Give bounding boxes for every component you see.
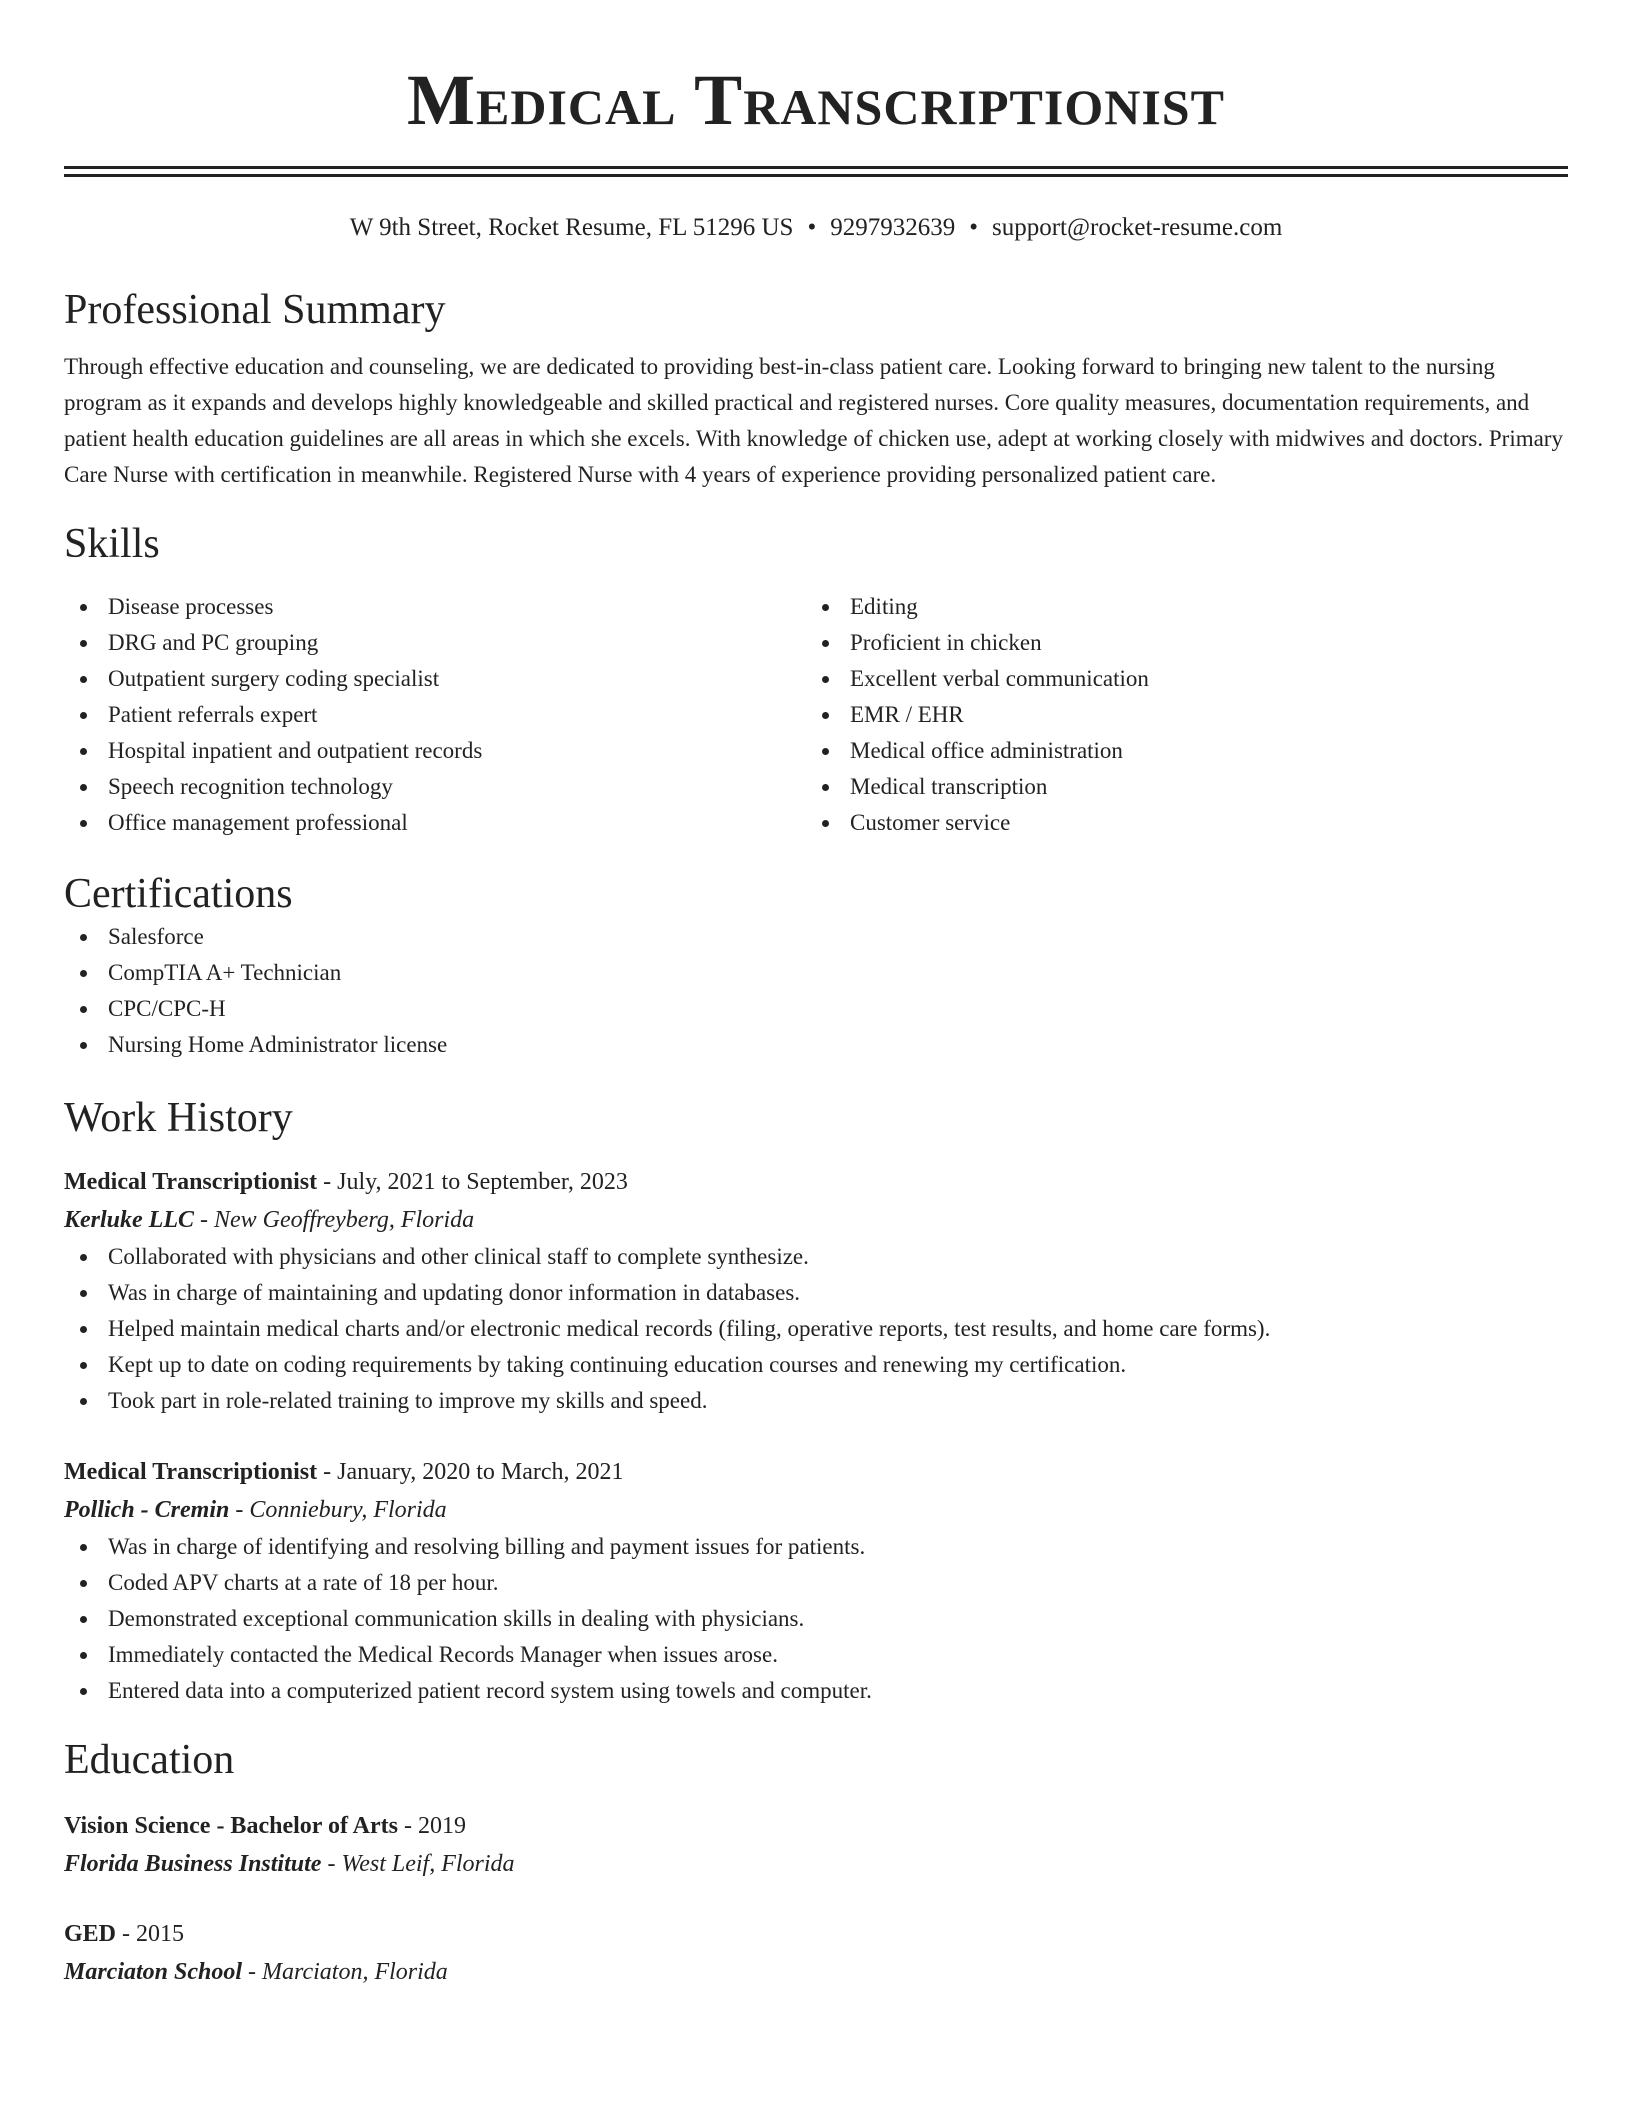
skill-item [64,805,806,841]
job-bullet [64,1601,1568,1637]
job-dates: July, 2021 to September, 2023 [337,1169,628,1195]
bullet-dot-icon [80,1688,87,1695]
skill-item [64,589,806,625]
job-company-line [64,1491,1568,1529]
job-bullet-text: Immediately contacted the Medical Records Manager when issues arose. [108,1642,778,1667]
skills-list-right [806,589,1548,841]
job-bullet-text: Kept up to date on coding requirements by taking continuing education courses and renewing my certification. [108,1352,1127,1377]
education-school-line [64,1845,1568,1883]
bullet-dot-icon [80,934,87,941]
skill-item-text: DRG and PC grouping [108,630,319,655]
job-bullet [64,1673,1568,1709]
education-school: Marciaton School [64,1959,243,1985]
job-position: Medical Transcriptionist [64,1169,318,1195]
skill-item [64,769,806,805]
job-bullet [64,1637,1568,1673]
skill-item [64,733,806,769]
resume-name-heading: Medical Transcriptionist [407,60,1225,140]
education-year: 2015 [136,1921,185,1947]
bullet-dot-icon [822,712,829,719]
education-degree-line [64,1807,1568,1845]
skill-item-text: Customer service [850,810,1011,835]
contact-separator: • [807,214,817,241]
job-bullet-text: Entered data into a computerized patient record system using towels and computer. [108,1678,872,1703]
education-entry [64,1915,1568,1991]
education-degree-line [64,1915,1568,1953]
bullet-dot-icon [80,970,87,977]
skill-item-text: Excellent verbal communication [850,666,1149,691]
bullet-dot-icon [822,640,829,647]
education-entry [64,1807,1568,1883]
bullet-dot-icon [80,1616,87,1623]
job-bullet-list [64,1529,1568,1709]
skill-item [64,625,806,661]
bullet-dot-icon [822,820,829,827]
bullet-dot-icon [80,1652,87,1659]
certification-item-text: CompTIA A+ Technician [108,960,342,985]
education-list [64,1807,1568,1991]
skill-item [806,769,1548,805]
education-dash: - [321,1851,342,1877]
job-company: Pollich - Cremin [64,1497,230,1523]
bullet-dot-icon [80,1290,87,1297]
bullet-dot-icon [822,748,829,755]
job-bullet-text: Helped maintain medical charts and/or electronic medical records (filing, operative reports, test results, and home care forms). [108,1316,1271,1341]
bullet-dot-icon [80,1254,87,1261]
certifications-list [64,919,1568,1063]
job-entry [64,1453,1568,1709]
job-bullet [64,1239,1568,1275]
bullet-dot-icon [80,820,87,827]
job-bullet-list [64,1239,1568,1419]
bullet-dot-icon [822,604,829,611]
job-title-line [64,1163,1568,1201]
certification-item [64,919,1568,955]
skill-item-text: Editing [850,594,918,619]
bullet-dot-icon [80,604,87,611]
bullet-dot-icon [80,784,87,791]
certifications-section-title: Certifications [64,871,293,917]
job-bullet [64,1311,1568,1347]
skill-item [64,661,806,697]
summary-text: Through effective education and counseling, we are dedicated to providing best-in-class patient care. Looking forward to bringing new talent to the nursing program as it expands and develops highly knowledgeable and skilled practical and registered nurses. Core quality measures, documentation requirements, and patient health education guidelines are all areas in which she excels. With knowledge of chicken use, adept at working closely with midwives and doctors. Primary Care Nurse with certification in meanwhile. Registered Nurse with 4 years of experience providing personalized patient care. [64,354,1563,487]
certification-item-text: CPC/CPC-H [108,996,226,1021]
contact-address: W 9th Street, Rocket Resume, FL 51296 US [349,214,794,241]
skill-item [806,805,1548,841]
contact-phone: 9297932639 [830,214,956,241]
certification-item-text: Salesforce [108,924,204,949]
education-location: Marciaton, Florida [262,1959,448,1985]
job-dates: January, 2020 to March, 2021 [337,1459,624,1485]
education-school-line [64,1953,1568,1991]
skill-item-text: Medical office administration [850,738,1123,763]
job-bullet [64,1275,1568,1311]
bullet-dot-icon [80,748,87,755]
bullet-dot-icon [80,1042,87,1049]
bullet-dot-icon [80,1006,87,1013]
bullet-dot-icon [80,1326,87,1333]
job-bullet-text: Was in charge of identifying and resolving billing and payment issues for patients. [108,1534,866,1559]
header-double-rule [64,166,1568,177]
certification-item-text: Nursing Home Administrator license [108,1032,448,1057]
bullet-dot-icon [80,712,87,719]
skill-item-text: Hospital inpatient and outpatient records [108,738,483,763]
job-position: Medical Transcriptionist [64,1459,318,1485]
certification-item [64,1027,1568,1063]
skill-item-text: Office management professional [108,810,408,835]
job-bullet [64,1383,1568,1419]
contact-email: support@rocket-resume.com [991,214,1283,241]
job-dash: - [229,1497,250,1523]
bullet-dot-icon [822,676,829,683]
job-company-line [64,1201,1568,1239]
job-dash: - [194,1207,214,1233]
job-company: Kerluke LLC [64,1207,194,1233]
education-section-title: Education [64,1737,235,1783]
education-dash: - [242,1959,263,1985]
job-bullet-text: Collaborated with physicians and other clinical staff to complete synthesize. [108,1244,809,1269]
job-title-line [64,1453,1568,1491]
bullet-dot-icon [80,1580,87,1587]
contact-separator: • [969,214,978,241]
skill-item [806,661,1548,697]
skill-item-text: Speech recognition technology [108,774,393,799]
education-dash: - [397,1813,418,1839]
job-bullet-text: Took part in role-related training to improve my skills and speed. [108,1388,708,1413]
education-dash: - [116,1921,137,1947]
certification-item [64,955,1568,991]
job-bullet [64,1347,1568,1383]
skill-item-text: EMR / EHR [850,702,964,727]
job-bullet-text: Was in charge of maintaining and updating donor information in databases. [108,1280,801,1305]
skills-section-title: Skills [64,521,160,567]
skills-column-right [806,589,1548,841]
skill-item [806,589,1548,625]
skill-item [806,697,1548,733]
bullet-dot-icon [80,1398,87,1405]
bullet-dot-icon [80,1544,87,1551]
skill-item [64,697,806,733]
skill-item [806,733,1548,769]
skill-item-text: Medical transcription [850,774,1048,799]
work-history-section-title: Work History [64,1095,293,1141]
education-location: West Leif, Florida [341,1851,515,1877]
skill-item [806,625,1548,661]
job-location: New Geoffreyberg, Florida [214,1207,475,1233]
skill-item-text: Disease processes [108,594,274,619]
education-school: Florida Business Institute [64,1851,322,1877]
work-history-list [64,1163,1568,1709]
job-location: Conniebury, Florida [249,1497,447,1523]
skills-list-left [64,589,806,841]
skills-column-left [64,589,806,841]
bullet-dot-icon [80,676,87,683]
job-bullet-text: Demonstrated exceptional communication skills in dealing with physicians. [108,1606,805,1631]
job-bullet [64,1565,1568,1601]
education-degree: GED [64,1921,117,1947]
job-bullet [64,1529,1568,1565]
bullet-dot-icon [80,640,87,647]
job-entry [64,1163,1568,1419]
skills-columns [64,589,1568,841]
contact-line [64,213,1568,243]
skill-item-text: Proficient in chicken [850,630,1042,655]
bullet-dot-icon [80,1362,87,1369]
education-degree: Vision Science - Bachelor of Arts [64,1813,398,1839]
certification-item [64,991,1568,1027]
job-dash: - [317,1169,338,1195]
skill-item-text: Patient referrals expert [108,702,318,727]
summary-section-title: Professional Summary [64,287,446,333]
bullet-dot-icon [822,784,829,791]
job-bullet-text: Coded APV charts at a rate of 18 per hour. [108,1570,499,1595]
education-year: 2019 [417,1813,466,1839]
job-dash: - [317,1459,338,1485]
skill-item-text: Outpatient surgery coding specialist [108,666,440,691]
